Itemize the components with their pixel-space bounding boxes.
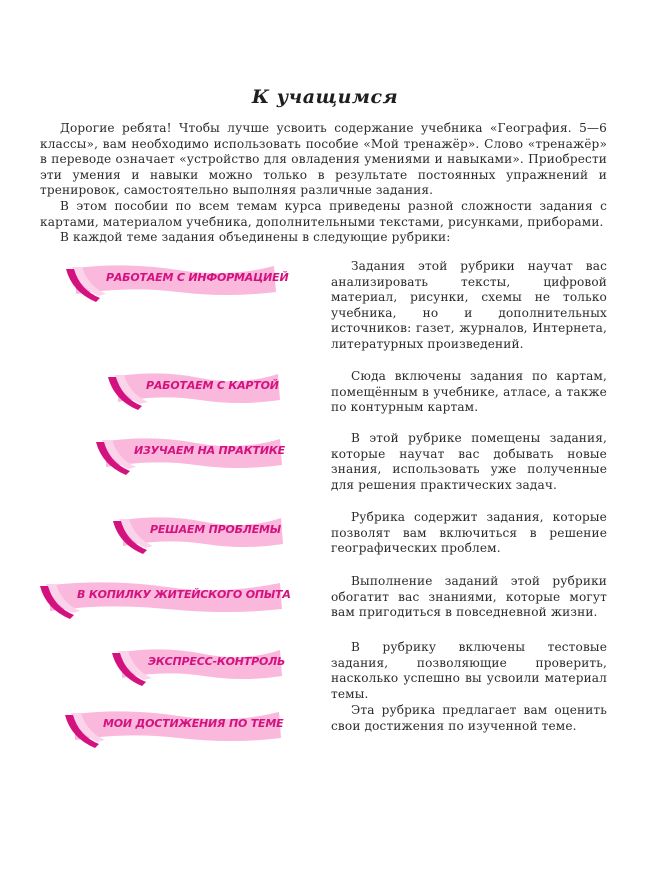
rubric-banner-map bbox=[110, 372, 282, 402]
rubric-description: Сюда включены задания по картам, помещённым в учебнике, атласе, а также по контурным картам. bbox=[331, 369, 607, 415]
rubric-label: ИЗУЧАЕМ НА ПРАКТИКЕ bbox=[134, 444, 285, 457]
rubric-banner-life-experience bbox=[42, 581, 291, 611]
rubric-label: В КОПИЛКУ ЖИТЕЙСКОГО ОПЫТА bbox=[77, 588, 291, 601]
rubric-description: В рубрику включены тестовые задания, позволяющие проверить, насколько успешно вы усвоили материал темы. bbox=[331, 640, 607, 701]
rubric-banner-achievements bbox=[67, 710, 283, 740]
rubric-description: Выполнение заданий этой рубрики обогатит вас знаниями, которые могут вам пригодиться в повседневной жизни. bbox=[331, 574, 607, 620]
intro-paragraph: В этом пособии по всем темам курса приведены разной сложности задания с картами, материалом учебника, дополнительными текстами, рисунками, приборами. bbox=[40, 198, 607, 229]
rubric-description: Задания этой рубрики научат вас анализировать тексты, цифровой материал, рисунки, схемы не только учебника, но и дополнительных источников: газет, журналов, Интернета, литературных произведений. bbox=[331, 259, 607, 351]
rubric-label: МОИ ДОСТИЖЕНИЯ ПО ТЕМЕ bbox=[103, 717, 284, 730]
rubric-description: Рубрика содержит задания, которые позволят вам включиться в решение географических проблем. bbox=[331, 510, 607, 556]
rubric-description: В этой рубрике помещены задания, которые научат вас добывать новые знания, использовать уже полученные для решения практических задач. bbox=[331, 431, 607, 492]
rubric-label: РЕШАЕМ ПРОБЛЕМЫ bbox=[150, 523, 281, 536]
rubric-label: РАБОТАЕМ С ИНФОРМАЦИЕЙ bbox=[106, 271, 289, 284]
rubric-banner-express-control bbox=[114, 648, 284, 678]
rubric-label: РАБОТАЕМ С КАРТОЙ bbox=[146, 379, 279, 392]
rubric-description: Эта рубрика предлагает вам оценить свои достижения по изученной теме. bbox=[331, 703, 607, 733]
intro-paragraph: Дорогие ребята! Чтобы лучше усвоить содержание учебника «География. 5—6 классы», вам необходимо использовать пособие «Мой тренажёр». Слово «тренажёр» в переводе означает «устройство для овладения умениями и навыками». Приобрести эти умения и навыки можно только в результате постоянных упражнений и тренировок, самостоятельно выполняя различные задания. bbox=[40, 121, 607, 198]
rubric-banner-information bbox=[68, 264, 289, 294]
intro-paragraph: В каждой теме задания объединены в следующие рубрики: bbox=[60, 230, 451, 245]
rubric-banner-practice bbox=[98, 437, 284, 467]
rubric-banner-problems bbox=[115, 516, 285, 546]
rubric-label: ЭКСПРЕСС-КОНТРОЛЬ bbox=[148, 655, 286, 668]
page-title: К учащимся bbox=[251, 86, 399, 108]
